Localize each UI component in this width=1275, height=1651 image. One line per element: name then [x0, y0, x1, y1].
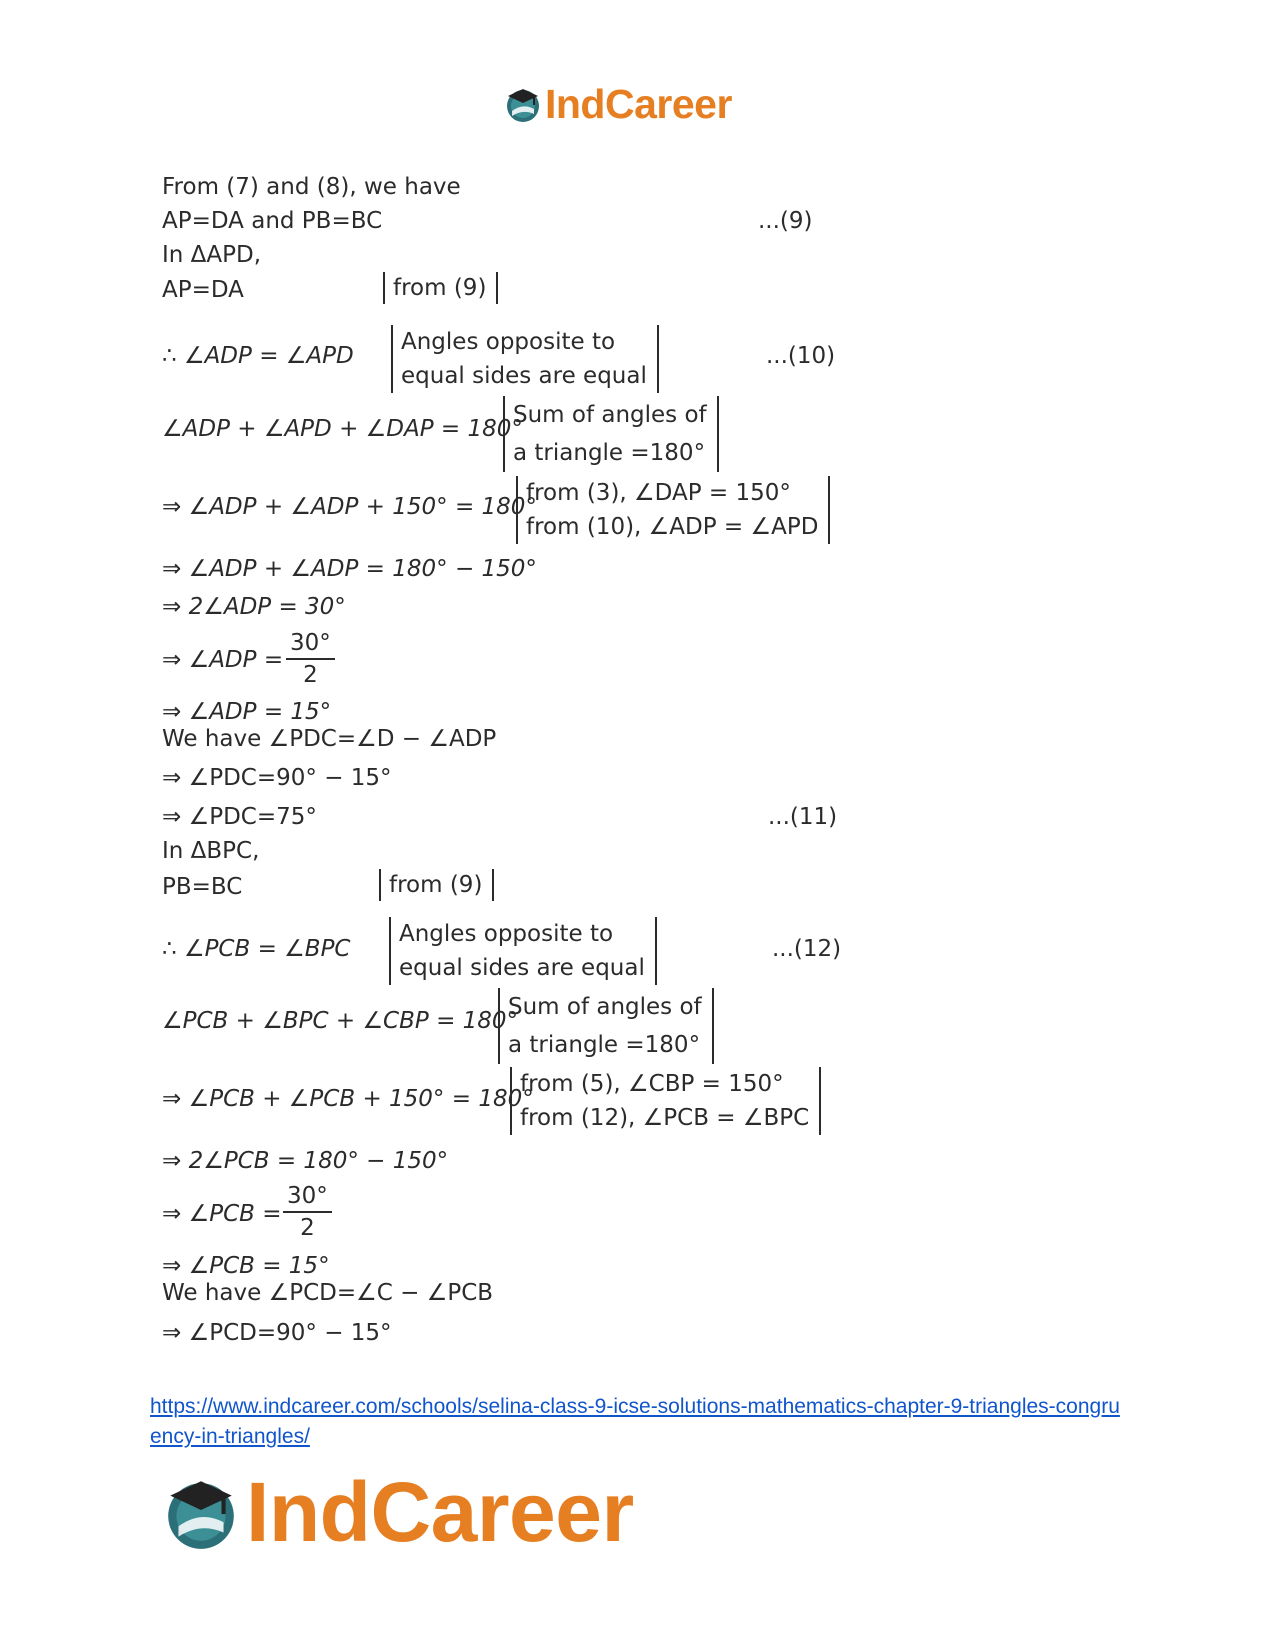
reason-text: Angles opposite to	[399, 921, 614, 947]
reason-text: from (5), ∠CBP = 150°	[520, 1071, 784, 1097]
math-line: ∴ ∠PCB = ∠BPC	[162, 936, 351, 962]
reason-bracket	[503, 396, 719, 472]
math-line: ⇒ ∠ADP + ∠ADP = 180° − 150°	[162, 556, 537, 582]
math-line: AP=DA	[162, 277, 244, 303]
reason-bracket	[510, 1067, 821, 1135]
equation-ref: ...(9)	[758, 208, 813, 234]
fraction-numerator: 30°	[286, 628, 335, 660]
math-line: ∴ ∠ADP = ∠APD	[162, 343, 354, 369]
fraction	[286, 628, 335, 690]
math-line: We have ∠PDC=∠D − ∠ADP	[162, 726, 497, 752]
reason-bracket	[391, 325, 659, 393]
math-line: ⇒ ∠PCB = 15°	[162, 1253, 330, 1279]
fraction-numerator: 30°	[283, 1181, 332, 1213]
footer-logo	[160, 1462, 634, 1562]
math-line: ⇒ ∠PCB + ∠PCB + 150° = 180°	[162, 1086, 534, 1112]
math-line: ⇒ ∠PDC=75°	[162, 804, 317, 830]
math-line: From (7) and (8), we have	[162, 174, 461, 200]
reason-text: from (9)	[389, 872, 483, 898]
math-line: In ΔAPD,	[162, 242, 262, 268]
math-line: ∠ADP + ∠APD + ∠DAP = 180°	[162, 416, 523, 442]
reason-text: from (12), ∠PCB = ∠BPC	[520, 1105, 810, 1131]
header-logo	[503, 78, 732, 130]
reason-text: equal sides are equal	[399, 955, 645, 981]
reason-text: a triangle =180°	[513, 440, 706, 466]
math-line: ⇒ ∠ADP =	[162, 647, 284, 673]
reason-bracket	[516, 476, 830, 544]
reason-text: Sum of angles of	[513, 402, 707, 428]
fraction-denominator: 2	[303, 662, 318, 688]
math-line: In ΔBPC,	[162, 838, 260, 864]
reason-bracket	[389, 917, 657, 985]
fraction	[283, 1181, 332, 1243]
reason-bracket	[379, 869, 494, 901]
math-line: We have ∠PCD=∠C − ∠PCB	[162, 1280, 494, 1306]
equation-ref: ...(12)	[772, 936, 842, 962]
reason-text: from (3), ∠DAP = 150°	[526, 480, 791, 506]
reason-text: Angles opposite to	[401, 329, 616, 355]
math-line: ⇒ ∠PCB =	[162, 1201, 282, 1227]
brand-name: IndCareer	[246, 1465, 634, 1559]
math-line: ⇒ ∠ADP + ∠ADP + 150° = 180°	[162, 494, 537, 520]
reason-text: a triangle =180°	[508, 1032, 701, 1058]
math-line: ⇒ ∠PCD=90° − 15°	[162, 1320, 392, 1346]
math-line: ⇒ 2∠ADP = 30°	[162, 594, 346, 620]
reason-bracket	[383, 272, 498, 304]
reason-text: Sum of angles of	[508, 994, 702, 1020]
equation-ref: ...(11)	[768, 804, 838, 830]
reason-text: from (9)	[393, 275, 487, 301]
math-line: PB=BC	[162, 874, 243, 900]
reason-text: equal sides are equal	[401, 363, 647, 389]
source-link[interactable]: https://www.indcareer.com/schools/selina-class-9-icse-solutions-mathematics-chapter-9-triangles-congruency-in-triangles/	[150, 1395, 1120, 1448]
brand-name: IndCareer	[545, 81, 732, 127]
equation-ref: ...(10)	[766, 343, 836, 369]
graduation-cap-globe-icon	[503, 84, 543, 124]
math-line: ⇒ ∠PDC=90° − 15°	[162, 765, 392, 791]
fraction-denominator: 2	[300, 1215, 315, 1241]
reason-bracket	[498, 988, 714, 1064]
graduation-cap-globe-icon	[160, 1471, 242, 1553]
math-line: AP=DA and PB=BC	[162, 208, 383, 234]
reason-text: from (10), ∠ADP = ∠APD	[526, 514, 819, 540]
math-line: ∠PCB + ∠BPC + ∠CBP = 180°	[162, 1008, 519, 1034]
math-line: ⇒ 2∠PCB = 180° − 150°	[162, 1148, 449, 1174]
math-line: ⇒ ∠ADP = 15°	[162, 699, 332, 725]
